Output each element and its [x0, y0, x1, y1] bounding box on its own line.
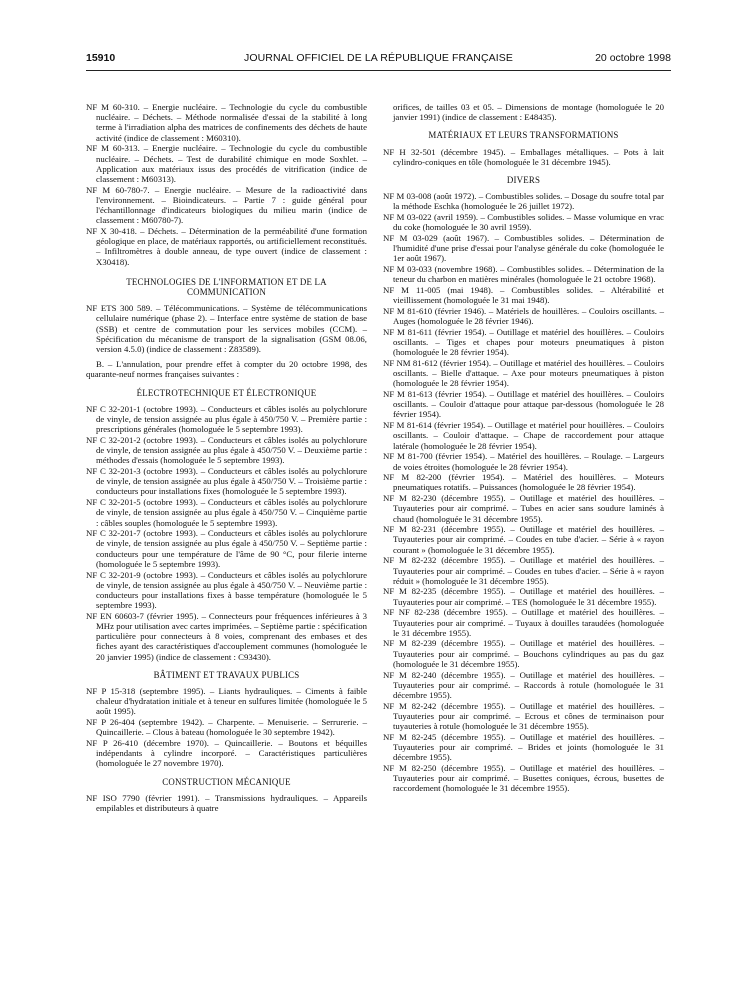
standard-entry — [383, 670, 664, 701]
standard-code: NF M 82-250 — [383, 762, 437, 773]
standard-description: (décembre 1955). – Outillage et matériel des houillères. – Tuyauteries pour air comprimé. – Bouchons cylindriques au pas du gaz (homologuée le 31 décembre 1955). — [393, 638, 664, 669]
standard-description: (octobre 1993). – Conducteurs et câbles isolés au polychlorure de vinyle, de tension assignée au plus égale à 450/750 V. – Neuvième partie : conducteurs pour installations fixes à basse température (homologuée le 5 septembre 1993). — [96, 569, 367, 611]
standard-description: (décembre 1945). – Emballages métalliques. – Pots à lait cylindro-coniques en tôle (homologuée le 31 décembre 1945). — [393, 146, 664, 167]
entries-batiment — [86, 686, 367, 769]
standard-entry — [383, 472, 664, 492]
standard-code: NF M 60-780-7. — [86, 184, 150, 195]
standard-code: NF M 82-232 — [383, 555, 437, 566]
standard-entry — [86, 570, 367, 611]
standard-description: (février 1954). – Matériel des houillères. – Roulage. – Largeurs de voies étroites (homologuée le 28 février 1954). — [393, 451, 664, 472]
standard-description: (octobre 1993). – Conducteurs et câbles isolés au polychlorure de vinyle, de tension assignée au plus égale à 450/750 V. – Cinquième partie : câbles souples (homologuée le 5 septembre 1993). — [96, 497, 367, 528]
standard-description: (février 1954). – Outillage et matériel des houillères. – Couloirs oscillants. – Tiges et chapes pour moteurs pneumatiques à piston (homologuée le 28 février 1954). — [393, 326, 664, 358]
standard-code: NF M 81-614 — [383, 420, 432, 431]
standard-description: (mai 1948). – Combustibles solides. – Altérabilité et vieillissement (homologuée le 31 mai 1948). — [393, 285, 664, 306]
standard-description: (octobre 1993). – Conducteurs et câbles isolés au polychlorure de vinyle, de tension assignée au plus égale à 450/750 V. – Septième partie : conducteurs pour une température de l'âme de 90 °C, pour filerie interne (homologuée le 5 septembre 1993). — [96, 528, 367, 569]
standard-entry — [383, 493, 664, 524]
standard-description: (décembre 1955). – Outillage et matériel des houillères. – Tuyauteries pour air comprimé. – Coudes en tube d'acier. – Série à « rayon courant » (homologuée le 31 décembre 1955). — [393, 524, 664, 555]
standard-description: (décembre 1955). – Outillage et matériel des houillères. – Tuyauteries pour air comprimé. – Ecrous et cônes de terminaison pour tuyauteries à rotule (homologuée le 31 décembre 1955). — [393, 700, 664, 732]
standard-description: (décembre 1970). – Quincaillerie. – Boutons et béquilles indépendants à cylindre incorporé. – Caractéristiques particulières (homologuée le 27 novembre 1970). — [96, 738, 367, 769]
standard-code: NF ETS 300 589. — [86, 303, 153, 314]
standard-entry — [86, 497, 367, 528]
standard-entry — [383, 451, 664, 471]
standard-entry — [383, 607, 664, 638]
standard-entry — [86, 404, 367, 435]
standard-code: NF C 32-201-3 — [86, 466, 141, 476]
standard-description: – Télécommunications. – Système de télécommunications cellulaire numérique (phase 2). – Interface entre système de station de base (SSB) et centre de commutation pour les services mobiles (CCM). – Spécification du mécanisme de transport de la signalisation (GSM 08.06, version 4.5.0) (indice de classement : Z83589). — [96, 303, 367, 354]
standard-code: NF M 82-240 — [383, 669, 437, 680]
standard-code: NF C 32-201-5 — [86, 497, 141, 508]
standard-entry — [383, 264, 664, 284]
section-heading-materiaux: MATÉRIAUX ET LEURS TRANSFORMATIONS — [428, 130, 619, 141]
standard-description: (septembre 1942). – Charpente. – Menuiserie. – Serrurerie. – Quincaillerie. – Clous à bateau (homologuée le 30 septembre 1942). — [96, 717, 367, 738]
standard-description: (août 1967). – Combustibles solides. – Détermination de l'humidité d'une prise d'essai pour l'analyse générale du coke (homologuée le 1er août 1967). — [393, 233, 664, 264]
standard-code: NF M 03-022 — [383, 212, 432, 223]
standard-code: NF M 82-239 — [383, 638, 437, 649]
standard-code: NF M 81-611 — [383, 326, 433, 337]
section-heading-batiment: BÂTIMENT ET TRAVAUX PUBLICS — [153, 669, 300, 680]
entries-top — [86, 102, 367, 267]
standard-code: NF C 32-201-2 — [86, 434, 141, 445]
standard-entry — [383, 191, 664, 211]
standard-entry — [383, 327, 664, 358]
standard-description: (avril 1959). – Combustibles solides. – Masse volumique en vrac du coke (homologuée le 30 avril 1959). — [393, 212, 664, 233]
standard-code: NF ISO 7790 — [86, 792, 140, 803]
standard-description: (février 1946). – Matériels de houillères. – Couloirs oscillants. – Auges (homologuée le 28 février 1946). — [393, 305, 664, 327]
standard-description: (février 1954). – Outillage et matériel pour houillères. – Couloirs oscillants. – Couloir d'attaque. – Chape de raccordement pour attaque latérale (homologuée le 28 février 1954). — [393, 420, 664, 451]
standard-code: NF NF 82-238 — [383, 607, 440, 618]
section-heading-divers: DIVERS — [506, 175, 541, 186]
right-column — [383, 102, 664, 794]
standard-entry — [86, 738, 367, 769]
standard-entry — [86, 102, 367, 143]
standard-code: NF M 81-700 — [383, 451, 433, 462]
standard-description: (décembre 1955). – Outillage et matériel des houillères. – Tuyauteries pour air comprimé. – Busettes coniques, écrous, busettes de raccordement (homologuée le 31 décembre 1955). — [393, 762, 664, 794]
standard-entry — [383, 147, 664, 167]
standard-entry — [86, 686, 367, 717]
running-header — [86, 52, 671, 66]
standard-entry — [383, 420, 664, 451]
standard-code: NF M 03-029 — [383, 233, 438, 244]
standard-entry — [86, 528, 367, 569]
standard-code: NF M 11-005 — [383, 285, 441, 296]
entries-electrotechnique — [86, 404, 367, 662]
standard-code: NF M 82-245 — [383, 731, 437, 742]
standard-code: NF M 03-008 — [383, 191, 432, 202]
standard-description: (décembre 1955). – Outillage et matériel des houillères. – Tuyauteries pour air comprimé. – Tuyaux à douilles taraudées (homologuée le 31 décembre 1955). — [393, 607, 664, 638]
standard-entry — [383, 389, 664, 420]
standard-entry — [383, 701, 664, 732]
standard-description: (octobre 1993). – Conducteurs et câbles isolés au polychlorure de vinyle, de tension assignée au plus égale à 450/750 V. – Troisième partie : conducteurs pour installations fixes (homologuée le 5 septembre 1993). — [96, 466, 367, 497]
section-heading-tic: TECHNOLOGIES DE L'INFORMATION ET DE LA COMMUNICATION — [126, 276, 327, 297]
standard-entry — [383, 763, 664, 794]
journal-title: JOURNAL OFFICIEL DE LA RÉPUBLIQUE FRANÇAISE — [244, 52, 513, 64]
standard-entry — [383, 586, 664, 606]
standard-description: (février 1954). – Outillage et matériel des houillères. – Couloirs oscillants. – Bielle d'attaque. – Axe pour moteurs pneumatiques à piston (homologuée le 28 février 1954). — [393, 357, 664, 389]
issue-date: 20 octobre 1998 — [595, 52, 671, 64]
standard-code: NF M 82-235 — [383, 586, 437, 597]
standard-entry — [383, 212, 664, 232]
standard-description: (février 1954). – Matériel des houillères. – Moteurs pneumatiques rotatifs. – Puissances (homologuée le 28 février 1954). — [393, 472, 664, 493]
standard-code: NF M 03-033 — [383, 264, 432, 275]
standard-entry — [383, 638, 664, 669]
standard-description: (octobre 1993). – Conducteurs et câbles isolés au polychlorure de vinyle, de tension assignée au plus égale à 450/750 V. – Deuxième partie : méthodes d'essais (homologuée le 5 septembre 1993). — [96, 434, 367, 466]
standard-code: NF EN 60603-7 — [86, 610, 144, 621]
standard-entry — [383, 285, 664, 305]
standard-code: NF M 81-613 — [383, 389, 433, 400]
standard-entry — [86, 793, 367, 813]
standard-entry — [86, 466, 367, 497]
entries-materiaux — [383, 147, 664, 167]
standard-description: (août 1972). – Combustibles solides. – Dosage du soufre total par la méthode Eschka (homologuée le 26 juillet 1972). — [393, 191, 664, 212]
standard-code: NF M 82-230 — [383, 493, 437, 504]
standard-description: – Energie nucléaire. – Technologie du cycle du combustible nucléaire. – Déchets. – Test de durabilité chimique en mode Soxhlet. – Application aux matériaux issus des procédés de vitrification (indice de classement : M60313). — [96, 143, 367, 184]
standard-description: (décembre 1955). – Outillage et matériel des houillères. – Tuyauteries pour air comprimé. – Tubes en acier sans soudure laminés à chaud (homologuée le 31 décembre 1955). — [393, 493, 664, 524]
standard-description: (décembre 1955). – Outillage et matériel des houillères. – Tuyauteries pour air comprimé. – TES (homologuée le 31 décembre 1955). — [393, 586, 664, 607]
standard-entry — [86, 226, 367, 267]
standard-code: NF H 32-501 — [383, 146, 436, 157]
standard-code: NF C 32-201-9 — [86, 569, 141, 580]
standard-code: NF M 82-200 — [383, 472, 442, 483]
standard-description: – Energie nucléaire. – Technologie du cycle du combustible nucléaire. – Déchets. – Méthode normalisée d'essai de la stabilité à long terme à l'irradiation alpha des matrices de confinements des déchets de haute activité (indice de classement : M60310). — [96, 102, 367, 143]
standard-entry — [383, 555, 664, 586]
section-heading-electrotechnique: ÉLECTROTECHNIQUE ET ÉLECTRONIQUE — [136, 387, 317, 398]
standard-code: NF M 60-310. — [86, 102, 140, 112]
left-column — [86, 102, 367, 814]
standard-description: – Energie nucléaire. – Mesure de la radioactivité dans l'environnement. – Bioindicateurs. – Partie 7 : guide général pour l'échantillonnage d'indicateurs biologiques du milieu marin (indice de classement : M60780-7). — [96, 184, 367, 226]
continued-entry: orifices, de tailles 03 et 05. – Dimensions de montage (homologuée le 20 janvier 1991) (indice de classement : E48435). — [393, 102, 664, 123]
standard-description: (décembre 1955). – Outillage et matériel des houillères. – Tuyauteries pour air comprimé. – Coudes en tubes d'acier. – Série à « rayon réduit » (homologuée le 31 décembre 1955). — [393, 555, 664, 586]
standard-code: NF P 26-410 — [86, 738, 138, 749]
standard-description: – Déchets. – Détermination de la perméabilité d'une formation géologique en place, de matériaux rapportés, ou artificiellement reconstitués. – Infiltromètres à double anneau, de type ouvert (indice de classement : X30418). — [96, 225, 367, 267]
standard-entry — [383, 524, 664, 555]
annulation-paragraph: B. – L'annulation, pour prendre effet à compter du 20 octobre 1998, des quarante-neuf normes françaises suivantes : — [86, 359, 367, 380]
standard-code: NF M 82-242 — [383, 700, 437, 711]
standard-description: (décembre 1955). – Outillage et matériel des houillères. – Tuyauteries pour air comprimé. – Brides et joints (homologuée le 31 décembre 1955). — [393, 731, 664, 763]
standard-entry — [86, 717, 367, 737]
standard-description: (octobre 1993). – Conducteurs et câbles isolés au polychlorure de vinyle, de tension assignée au plus égale à 450/750 V. – Première partie : prescriptions générales (homologuée le 5 septembre 1993). — [96, 403, 367, 435]
standard-description: (novembre 1968). – Combustibles solides. – Détermination de la teneur du charbon en matières minérales (homologuée le 21 octobre 1968). — [393, 264, 664, 285]
standard-description: (septembre 1995). – Liants hydrauliques. – Ciments à faible chaleur d'hydratation initiale et à teneur en sulfures limitée (homologuée le 5 août 1995). — [96, 686, 367, 717]
standard-entry — [383, 358, 664, 389]
standard-code: NF NM 81-612 — [383, 357, 438, 368]
entries-construction-mecanique — [86, 793, 367, 813]
standard-code: NF C 32-201-7 — [86, 528, 141, 539]
standard-entry — [86, 435, 367, 466]
page-number: 15910 — [86, 52, 116, 64]
standard-description: (décembre 1955). – Outillage et matériel des houillères. – Tuyauteries pour air comprimé. – Raccords à rotule (homologuée le 31 décembre 1955). — [393, 669, 664, 700]
standard-code: NF M 60-313. — [86, 143, 140, 154]
standard-code: NF P 15-318 — [86, 686, 136, 697]
standard-entry — [86, 185, 367, 226]
standard-code: NF M 82-231 — [383, 524, 437, 535]
standard-entry — [86, 143, 367, 184]
standard-entry — [86, 611, 367, 662]
standard-entry — [86, 303, 367, 354]
standard-entry — [383, 306, 664, 326]
standard-entry — [383, 732, 664, 763]
standard-code: NF M 81-610 — [383, 305, 433, 316]
standard-description: (février 1991). – Transmissions hydrauliques. – Appareils empilables et distributeurs à quatre — [96, 792, 367, 814]
standard-code: NF C 32-201-1 — [86, 403, 141, 414]
standard-code: NF P 26-404 — [86, 717, 135, 728]
entries-divers — [383, 191, 664, 793]
standard-entry — [383, 233, 664, 264]
standard-description: (février 1954). – Outillage et matériel des houillères. – Couloirs oscillants. – Couloir d'attaque pour attaque par-dessous (homologuée le 28 février 1954). — [393, 389, 664, 420]
standard-code: NF X 30-418. — [86, 225, 137, 236]
standard-description: (février 1995). – Connecteurs pour fréquences inférieures à 3 MHz pour utilisation avec cartes imprimées. – Septième partie : spécification particulière pour connecteurs à 8 voies, comprenant des embases et des fiches ayant des caractéristiques d'accouplement communes (homologuée le 20 janvier 1995) (indice de classement : C93430). — [96, 610, 368, 662]
header-rule — [86, 70, 671, 71]
entries-tic — [86, 303, 367, 354]
section-heading-construction-mecanique: CONSTRUCTION MÉCANIQUE — [162, 776, 291, 787]
